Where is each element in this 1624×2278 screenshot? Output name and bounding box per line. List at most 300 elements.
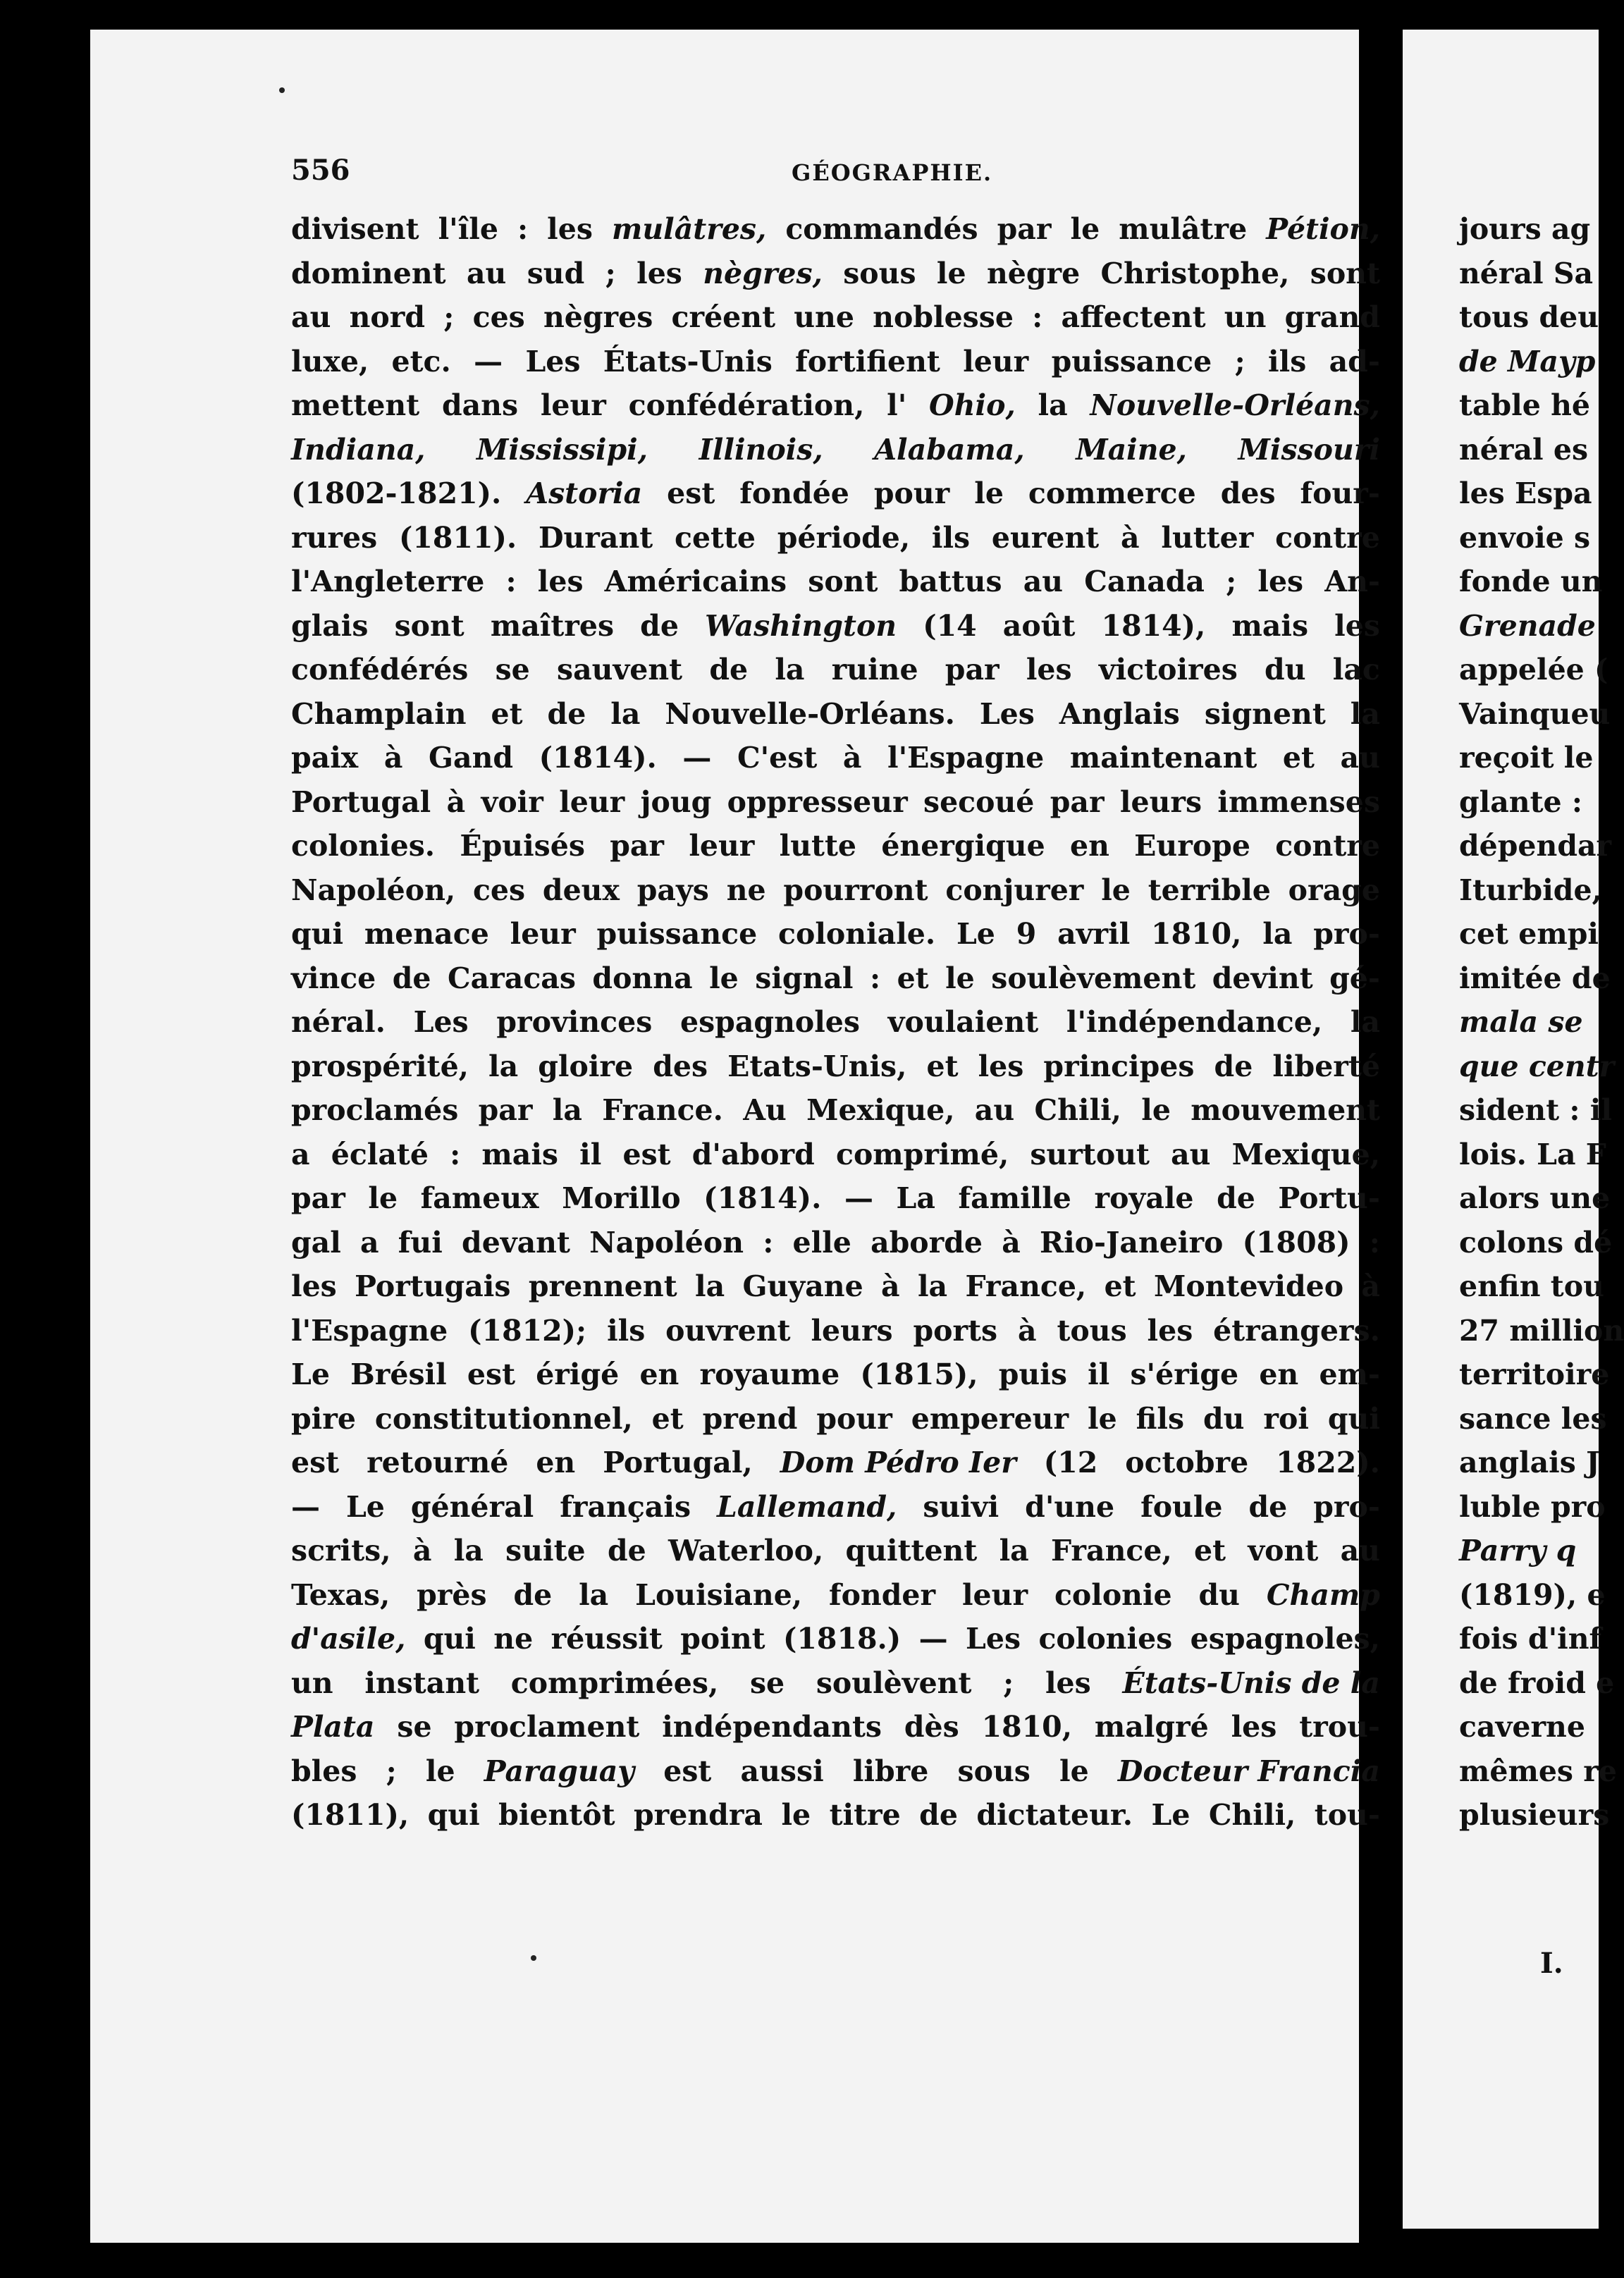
- word: proclament: [454, 1710, 640, 1744]
- word: foule: [1140, 1489, 1223, 1524]
- word: sous: [957, 1754, 1031, 1788]
- right-text-line: mala se: [1459, 1005, 1583, 1039]
- word: les: [978, 1049, 1024, 1083]
- word: de: [1217, 1181, 1255, 1215]
- word: les: [537, 565, 584, 598]
- word: glais: [291, 608, 369, 643]
- text-line: [291, 912, 1380, 956]
- word: France.: [602, 1093, 723, 1127]
- text-line: [291, 736, 1380, 780]
- word: États-Unis de la: [1122, 1666, 1380, 1700]
- word: est: [467, 1357, 516, 1391]
- word: du: [1265, 653, 1306, 687]
- word: la: [488, 1049, 519, 1083]
- right-text-line: fois d'inf: [1459, 1622, 1602, 1656]
- word: mettent: [291, 388, 420, 422]
- word: pourront: [783, 873, 928, 907]
- word: 1810,: [981, 1710, 1072, 1744]
- word: est: [622, 1137, 671, 1171]
- word: Le: [1151, 1798, 1191, 1832]
- word: sont: [1310, 256, 1380, 290]
- word: au: [1023, 565, 1064, 598]
- text-line: [291, 252, 1380, 296]
- word: France,: [965, 1269, 1087, 1303]
- word: noblesse: [873, 300, 1014, 334]
- word: la: [610, 696, 641, 731]
- word: la: [1350, 696, 1380, 731]
- word: est: [663, 1754, 712, 1788]
- word: ad-: [1329, 344, 1380, 378]
- word: Napoléon: [589, 1225, 744, 1260]
- word: au: [1171, 1137, 1211, 1171]
- word: prend: [702, 1401, 798, 1436]
- word: Portugal,: [603, 1446, 753, 1479]
- word: espagnoles: [680, 1005, 860, 1039]
- right-text-line: reçoit le: [1459, 741, 1594, 775]
- word: Portugais: [355, 1269, 511, 1303]
- word: joug: [640, 784, 712, 819]
- word: pro-: [1313, 917, 1380, 951]
- word: néral.: [291, 1005, 386, 1039]
- word: :: [450, 1137, 461, 1171]
- word: a: [291, 1137, 310, 1171]
- word: :: [869, 961, 881, 995]
- word: France,: [1051, 1534, 1172, 1568]
- word: de: [1214, 1049, 1253, 1083]
- word: Texas,: [291, 1577, 390, 1612]
- word: ruine: [831, 653, 918, 687]
- word: par: [1050, 784, 1105, 819]
- text-line: [291, 1617, 1380, 1661]
- word: il: [579, 1137, 602, 1171]
- text-line: [291, 428, 1380, 472]
- word: ces: [472, 873, 526, 907]
- right-text-line: alors une: [1459, 1181, 1611, 1215]
- word: à: [1121, 520, 1140, 555]
- word: érigé: [536, 1357, 620, 1391]
- word: fondée: [739, 476, 849, 510]
- word: Au: [743, 1093, 787, 1127]
- word: Etats-Unis,: [727, 1049, 907, 1083]
- word: lutter: [1161, 520, 1254, 555]
- word: fameux: [420, 1181, 539, 1215]
- word: énergique: [881, 829, 1045, 863]
- word: constitutionnel,: [374, 1401, 633, 1436]
- word: et: [651, 1401, 684, 1436]
- word: leur: [963, 344, 1029, 378]
- word: immenses: [1217, 784, 1380, 819]
- word: (14: [923, 608, 977, 643]
- word: pro-: [1313, 1489, 1380, 1524]
- word: ces: [472, 300, 525, 334]
- text-line: [291, 207, 1380, 252]
- word: le: [1059, 1754, 1089, 1788]
- word: quittent: [845, 1534, 978, 1568]
- word: Canada: [1084, 565, 1205, 598]
- word: menace: [364, 917, 489, 951]
- text-line: [291, 1264, 1380, 1309]
- right-text-line: caverne: [1459, 1710, 1585, 1744]
- text-line: [291, 1000, 1380, 1045]
- word: sous: [843, 256, 916, 290]
- word: qui: [1327, 1401, 1380, 1436]
- text-line: [291, 1045, 1380, 1089]
- word: paix: [291, 741, 359, 775]
- word: qui: [291, 917, 344, 951]
- word: du: [1198, 1577, 1240, 1612]
- word: étrangers.: [1213, 1313, 1380, 1348]
- word: Plata: [291, 1710, 375, 1744]
- page-number: 556: [291, 154, 350, 187]
- word: soulèvement: [991, 961, 1196, 995]
- word: réussit: [550, 1622, 663, 1656]
- word: ils: [607, 1313, 646, 1348]
- word: Pétion,: [1266, 212, 1380, 246]
- word: elle: [792, 1225, 851, 1260]
- word: proclamés: [291, 1093, 459, 1127]
- word: Anglais: [1059, 696, 1180, 731]
- word: leur: [510, 917, 576, 951]
- right-text-line: enfin tou: [1459, 1269, 1604, 1303]
- word: (1802-1821).: [291, 476, 502, 510]
- word: Alabama,: [874, 432, 1025, 467]
- word: instant: [364, 1666, 480, 1700]
- word: nord: [349, 300, 426, 334]
- word: famille: [958, 1181, 1071, 1215]
- word: à: [1018, 1313, 1037, 1348]
- word: bientôt: [498, 1798, 615, 1832]
- text-line: [291, 1705, 1380, 1749]
- text-line: [291, 1176, 1380, 1221]
- word: ;: [1234, 344, 1245, 378]
- word: em-: [1319, 1357, 1380, 1391]
- word: Les: [413, 1005, 469, 1039]
- word: près: [417, 1577, 487, 1612]
- text-line: [291, 1485, 1380, 1529]
- text-line: [291, 516, 1380, 560]
- word: leurs: [811, 1313, 893, 1348]
- right-text-line: jours ag: [1459, 212, 1591, 246]
- word: le: [368, 1181, 398, 1215]
- word: suivi: [923, 1489, 999, 1524]
- word: Nouvelle-Orléans,: [1090, 388, 1380, 422]
- word: ;: [1226, 565, 1237, 598]
- word: vont: [1248, 1534, 1319, 1568]
- word: gloire: [538, 1049, 634, 1083]
- word: le: [781, 1798, 811, 1832]
- word: empereur: [911, 1401, 1069, 1436]
- word: et: [491, 696, 523, 731]
- word: de: [547, 696, 586, 731]
- word: Champ: [1266, 1577, 1380, 1612]
- word: prendra: [633, 1798, 763, 1832]
- word: royale: [1094, 1181, 1194, 1215]
- word: le: [425, 1754, 455, 1788]
- word: bles: [291, 1754, 357, 1788]
- word: grand: [1284, 300, 1380, 334]
- word: de: [392, 961, 431, 995]
- word: gé-: [1329, 961, 1380, 995]
- word: le: [709, 961, 739, 995]
- word: Astoria: [526, 476, 643, 510]
- word: espagnoles,: [1190, 1622, 1380, 1656]
- word: La: [896, 1181, 935, 1215]
- word: Le: [956, 917, 995, 951]
- word: l'indépendance,: [1066, 1005, 1323, 1039]
- word: ne: [493, 1622, 534, 1656]
- word: au: [1340, 741, 1380, 775]
- word: Docteur Francia: [1117, 1754, 1380, 1788]
- word: l': [887, 388, 907, 422]
- word: retourné: [367, 1446, 509, 1479]
- word: titre: [829, 1798, 901, 1832]
- left-page: [90, 30, 1380, 2243]
- word: de: [607, 1534, 646, 1568]
- word: par: [291, 1181, 345, 1215]
- text-line: [291, 295, 1380, 340]
- word: pire: [291, 1401, 356, 1436]
- word: Paraguay: [484, 1754, 635, 1788]
- text-line: [291, 1749, 1380, 1794]
- word: Gand: [429, 741, 514, 775]
- word: les: [291, 1269, 337, 1303]
- word: oppresseur: [727, 784, 908, 819]
- word: le: [1101, 873, 1131, 907]
- text-line: [291, 648, 1380, 692]
- word: du: [1202, 1401, 1245, 1436]
- text-line: [291, 340, 1380, 384]
- word: (1818.): [783, 1622, 902, 1656]
- word: ;: [443, 300, 455, 334]
- word: (1815),: [860, 1357, 978, 1391]
- word: se: [495, 653, 530, 687]
- word: par: [478, 1093, 533, 1127]
- text-line: [291, 604, 1380, 648]
- word: d'une: [1025, 1489, 1115, 1524]
- text-line: [291, 780, 1380, 825]
- word: leur: [689, 829, 755, 863]
- word: signal: [755, 961, 854, 995]
- word: (1814).: [539, 741, 657, 775]
- word: cette: [675, 520, 756, 555]
- word: 1814),: [1101, 608, 1206, 643]
- word: fui: [398, 1225, 443, 1260]
- word: les: [1045, 1666, 1091, 1700]
- word: mouvement: [1191, 1093, 1380, 1127]
- right-text-line: néral Sa: [1459, 256, 1594, 290]
- word: Le: [291, 1357, 330, 1391]
- right-page-text: [1459, 207, 1624, 1837]
- word: à: [383, 741, 403, 775]
- word: liberté: [1272, 1049, 1380, 1083]
- word: contre: [1275, 829, 1380, 863]
- word: Nouvelle-Orléans.: [665, 696, 955, 731]
- word: Brésil: [350, 1357, 447, 1391]
- word: nègres: [543, 300, 653, 334]
- word: ;: [605, 256, 616, 290]
- text-line: [291, 560, 1380, 604]
- word: —: [844, 1181, 873, 1215]
- word: Louisiane,: [635, 1577, 803, 1612]
- word: la: [552, 1093, 582, 1127]
- word: Champlain: [291, 696, 467, 731]
- word: divisent: [291, 212, 419, 246]
- word: dans: [441, 388, 519, 422]
- word: les: [1334, 608, 1380, 643]
- word: le: [974, 476, 1004, 510]
- word: en: [536, 1446, 576, 1479]
- word: Épuisés: [460, 829, 585, 863]
- right-text-line: colons dé: [1459, 1225, 1613, 1260]
- word: Illinois,: [699, 432, 823, 467]
- word: mais: [1231, 608, 1309, 643]
- word: lac: [1332, 653, 1380, 687]
- word: nègres,: [703, 256, 823, 290]
- right-text-line: que centr: [1459, 1049, 1615, 1083]
- word: Rio-Janeiro: [1040, 1225, 1224, 1260]
- word: :: [763, 1225, 774, 1260]
- word: les: [1231, 1710, 1277, 1744]
- word: la: [453, 1534, 484, 1568]
- word: —: [682, 741, 712, 775]
- word: signent: [1204, 696, 1326, 731]
- word: qui: [423, 1622, 476, 1656]
- word: en: [1259, 1357, 1299, 1391]
- word: pays: [636, 873, 709, 907]
- right-text-line: Parry q: [1459, 1534, 1577, 1568]
- word: :: [1369, 1225, 1380, 1260]
- word: au: [974, 1093, 1015, 1127]
- word: la: [1350, 1005, 1380, 1039]
- word: un: [291, 1666, 333, 1700]
- word: devint: [1212, 961, 1313, 995]
- word: orage: [1288, 873, 1380, 907]
- word: confédération,: [628, 388, 865, 422]
- word: fortifient: [795, 344, 940, 378]
- text-line: [291, 472, 1380, 516]
- word: vince: [291, 961, 376, 995]
- word: général: [410, 1489, 534, 1524]
- word: puissance: [1051, 344, 1212, 378]
- word: de: [919, 1798, 958, 1832]
- word: Mississipi,: [476, 432, 648, 467]
- text-line: [291, 956, 1380, 1001]
- word: pour: [873, 476, 950, 510]
- word: le: [1141, 1093, 1171, 1127]
- text-line: [291, 1088, 1380, 1133]
- word: la: [695, 1269, 725, 1303]
- word: (12: [1043, 1446, 1098, 1479]
- word: et: [1194, 1534, 1226, 1568]
- word: nègre: [986, 256, 1081, 290]
- word: victoires: [1098, 653, 1238, 687]
- word: An-: [1324, 565, 1380, 598]
- word: ils: [1268, 344, 1307, 378]
- word: (1814).: [703, 1181, 822, 1215]
- word: colonies.: [291, 829, 436, 863]
- word: comprimées,: [510, 1666, 719, 1700]
- word: —: [291, 1489, 320, 1524]
- word: d'abord: [691, 1137, 815, 1171]
- word: aussi: [740, 1754, 824, 1788]
- word: Durant: [538, 520, 653, 555]
- word: colonies: [1038, 1622, 1173, 1656]
- word: août: [1002, 608, 1076, 643]
- word: etc.: [391, 344, 451, 378]
- text-line: [291, 1793, 1380, 1837]
- right-text-line: néral es: [1459, 432, 1589, 467]
- word: et: [1282, 741, 1315, 775]
- word: puissance: [596, 917, 758, 951]
- right-text-line: Vainqueu: [1459, 696, 1611, 731]
- word: la: [917, 1269, 948, 1303]
- right-text-line: territoire: [1459, 1357, 1610, 1391]
- word: Dom Pédro Ier: [780, 1446, 1016, 1479]
- word: Europe: [1134, 829, 1250, 863]
- word: mulâtre: [1119, 212, 1248, 246]
- text-line: [291, 1309, 1380, 1353]
- right-text-line: table hé: [1459, 388, 1591, 422]
- word: tous: [1057, 1313, 1127, 1348]
- word: de: [1248, 1489, 1288, 1524]
- word: le: [945, 961, 975, 995]
- right-text-line: sance les: [1459, 1401, 1607, 1436]
- right-text-line: luble pro: [1459, 1489, 1606, 1524]
- word: (1812);: [468, 1313, 587, 1348]
- word: confédérés: [291, 653, 469, 687]
- right-text-line: fonde un: [1459, 565, 1603, 598]
- right-text-line: glante :: [1459, 784, 1593, 819]
- word: fonder: [828, 1577, 936, 1612]
- right-text-line: (1819), e: [1459, 1577, 1606, 1612]
- word: s'érige: [1130, 1357, 1239, 1391]
- text-line: [291, 1661, 1380, 1706]
- word: libre: [852, 1754, 929, 1788]
- word: commandés: [785, 212, 978, 246]
- word: est: [291, 1446, 340, 1479]
- right-text-line: mêmes re: [1459, 1754, 1617, 1788]
- word: les: [547, 212, 593, 246]
- right-text-line: les Espa: [1459, 476, 1592, 510]
- word: période,: [777, 520, 911, 555]
- word: Caracas: [447, 961, 576, 995]
- word: le: [1088, 1401, 1117, 1436]
- word: puis: [998, 1357, 1067, 1391]
- word: contre: [1275, 520, 1380, 555]
- word: des: [653, 1049, 708, 1083]
- body-text: [291, 207, 1380, 1837]
- word: par: [610, 829, 665, 863]
- word: maîtres: [490, 608, 615, 643]
- text-line: [291, 692, 1380, 737]
- word: 9: [1016, 917, 1037, 951]
- word: Ohio,: [929, 388, 1016, 422]
- word: eurent: [991, 520, 1100, 555]
- word: dictateur.: [976, 1798, 1133, 1832]
- word: Américains: [604, 565, 787, 598]
- word: par: [945, 653, 999, 687]
- word: :: [517, 212, 529, 246]
- word: C'est: [737, 741, 818, 775]
- word: Waterloo,: [668, 1534, 824, 1568]
- word: français: [560, 1489, 691, 1524]
- word: fils: [1136, 1401, 1185, 1436]
- word: rures: [291, 520, 378, 555]
- word: mais: [481, 1137, 559, 1171]
- signature-mark: I.: [1540, 1947, 1563, 1980]
- right-text-line: appelée (: [1459, 653, 1608, 687]
- word: (1811).: [398, 520, 517, 555]
